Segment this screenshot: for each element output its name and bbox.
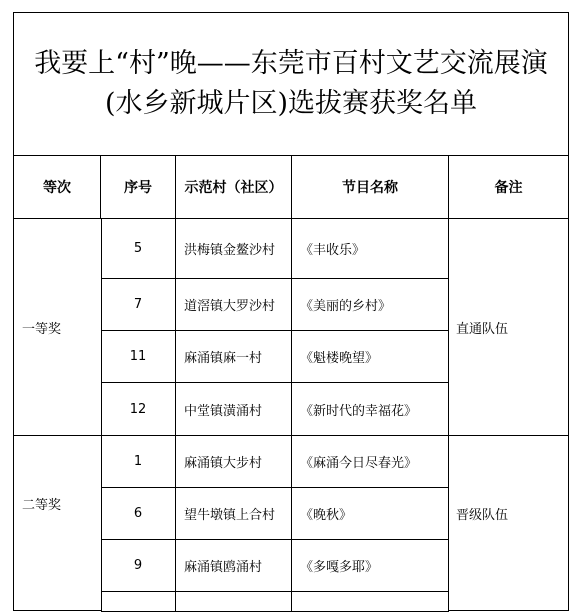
table-row <box>13 331 569 383</box>
row-program: 《麻涌今日尽春光》 <box>292 436 449 488</box>
document-title <box>13 12 569 156</box>
row-village: 麻涌镇大步村 <box>176 436 292 488</box>
row-village: 麻涌镇鸥涌村 <box>176 540 292 592</box>
row-number: 1 <box>101 436 176 488</box>
table-row <box>13 383 569 436</box>
row-number: 6 <box>101 488 176 540</box>
note-first-prize: 直通队伍 <box>449 219 569 436</box>
table-row <box>13 436 569 488</box>
row-village: 道滘镇大罗沙村 <box>176 279 292 331</box>
table-header-row <box>13 156 569 219</box>
row-number-empty <box>101 592 176 612</box>
row-program: 《晚秋》 <box>292 488 449 540</box>
row-program: 《丰收乐》 <box>292 219 449 279</box>
table-row <box>13 219 569 279</box>
title-line-2: (水乡新城片区)选拔赛获奖名单 <box>104 88 478 119</box>
row-village: 望牛墩镇上合村 <box>176 488 292 540</box>
table-row-partial <box>13 592 569 612</box>
row-program: 《魁楼晚望》 <box>292 331 449 383</box>
rank-first-prize: 一等奖 <box>13 219 102 436</box>
row-village-empty <box>176 592 292 612</box>
rank-second-prize-label: 二等奖 <box>22 497 62 513</box>
row-number: 11 <box>101 331 176 383</box>
table-row <box>13 488 569 540</box>
row-program: 《新时代的幸福花》 <box>292 383 449 436</box>
table-row <box>13 540 569 592</box>
row-program-empty <box>292 592 449 612</box>
row-number: 7 <box>101 279 176 331</box>
header-program: 节目名称 <box>292 156 449 219</box>
row-village: 中堂镇潢涌村 <box>176 383 292 436</box>
note-second-prize-label: 晋级队伍 <box>456 507 509 523</box>
table-row <box>13 279 569 331</box>
row-number: 12 <box>101 383 176 436</box>
header-village: 示范村（社区） <box>176 156 292 219</box>
header-rank: 等次 <box>13 156 101 219</box>
row-village: 麻涌镇麻一村 <box>176 331 292 383</box>
header-number: 序号 <box>101 156 176 219</box>
row-village: 洪梅镇金鳌沙村 <box>176 219 292 279</box>
row-number: 5 <box>101 219 176 279</box>
header-note: 备注 <box>449 156 569 219</box>
row-number: 9 <box>101 540 176 592</box>
row-program: 《多嘎多耶》 <box>292 540 449 592</box>
title-line-1: 我要上“村”晚——东莞市百村文艺交流展演 <box>34 48 548 79</box>
row-program: 《美丽的乡村》 <box>292 279 449 331</box>
